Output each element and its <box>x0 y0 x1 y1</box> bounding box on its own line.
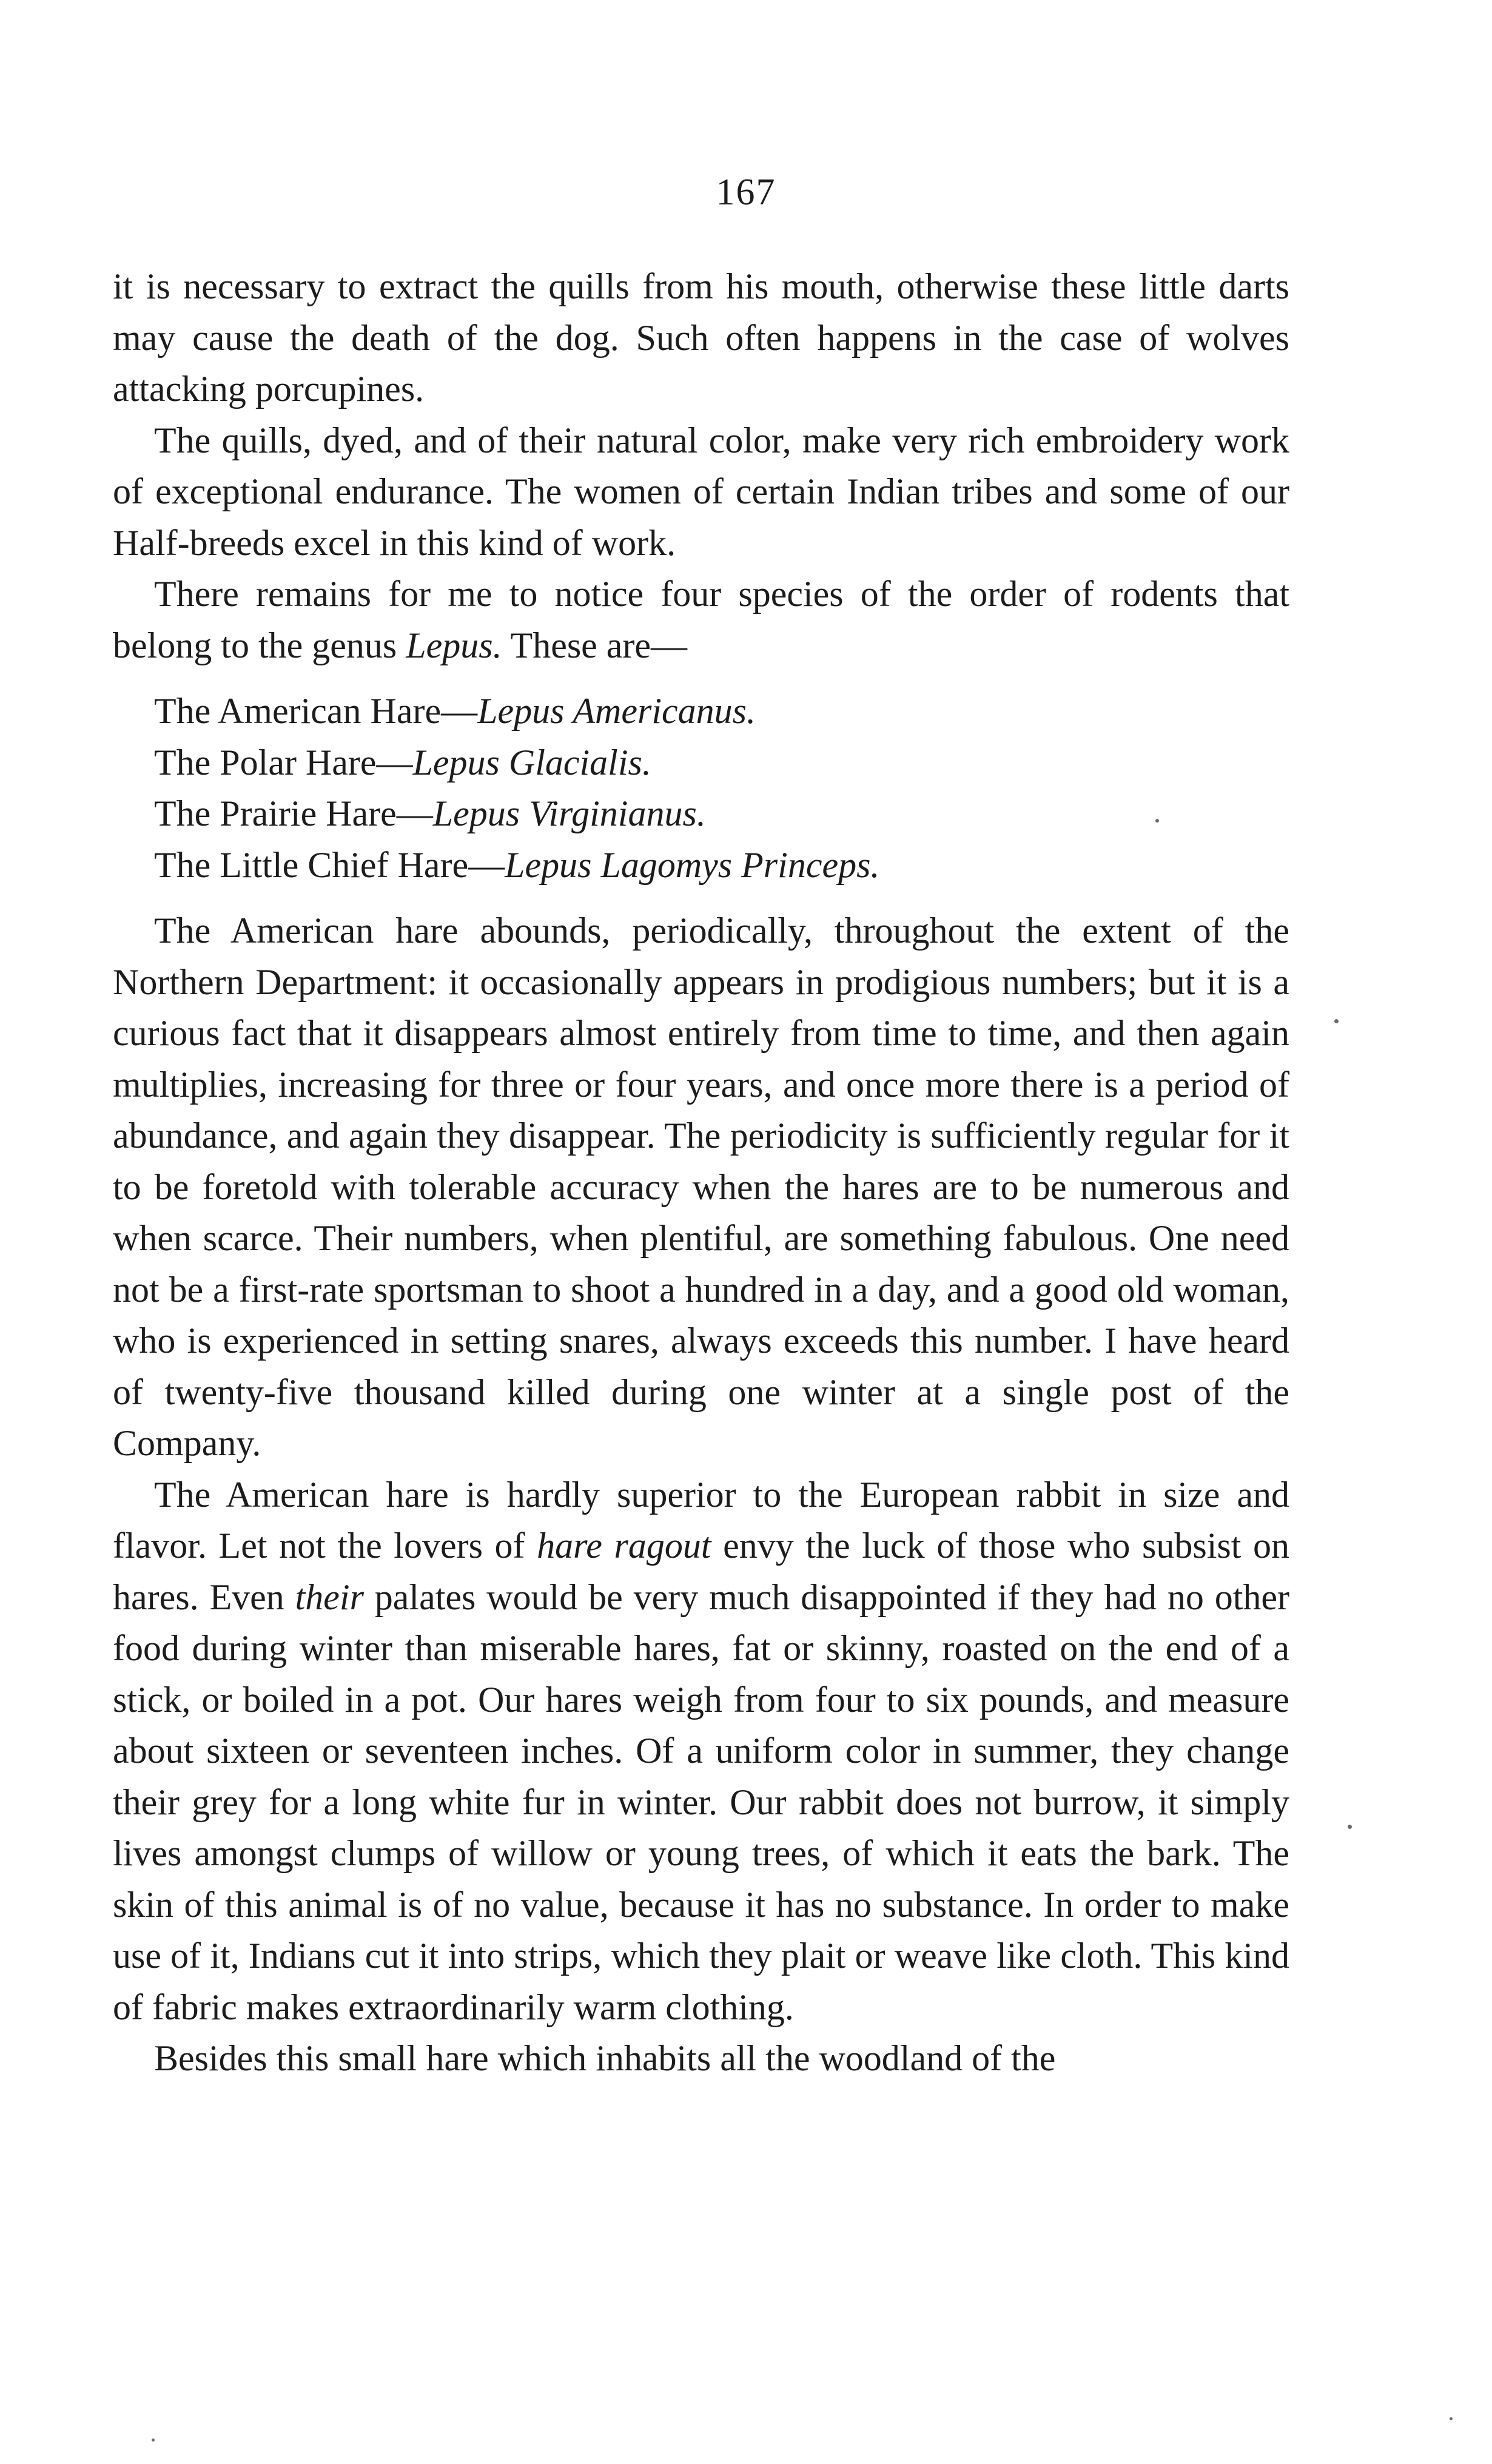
genus-name: Lepus. <box>406 625 502 665</box>
genus-intro-tail: These are— <box>502 625 688 665</box>
scan-speck <box>152 2439 155 2442</box>
page-number: 167 <box>716 172 776 213</box>
text-run: The American hare is hardly superior to the European rabbit in size and flavor. Let not the lovers of <box>113 1474 1289 1566</box>
species-item <box>154 788 1289 840</box>
species-latin-name: Lepus Americanus. <box>477 691 756 731</box>
scan-speck <box>1450 2417 1453 2420</box>
text-run: palates would be very much disappointed if they had no other food during winter than miserable hares, fat or skinny, roasted on the end of a stick, or boiled in a pot. Our hares weigh from four to six pounds, and measure about sixteen or seventeen inches. Of a uniform color in summer, they change their grey for a long white fur in winter. Our rabbit does not burrow, it simply lives amongst clumps of willow or young trees, of which it eats the bark. The skin of this animal is of no value, because it has no substance. In order to make use of it, Indians cut it into strips, which they plait or weave like cloth. This kind of fabric makes extraordinarily warm clothing. <box>113 1577 1290 2027</box>
species-latin-name: Lepus Virginianus. <box>432 793 706 833</box>
paragraph-quills-extraction: it is necessary to extract the quills from his mouth, otherwise these little darts may cause the death of the dog. Such often happens in the case of wolves attacking porcupines. <box>113 266 1289 409</box>
species-latin-name: Lepus Glacialis. <box>412 742 651 783</box>
emphasized-text: their <box>295 1577 364 1617</box>
species-item <box>154 840 1289 891</box>
species-common-name: The American Hare— <box>154 691 478 731</box>
scan-speck <box>1348 1825 1352 1829</box>
paragraph-american-hare-abundance: The American hare abounds, periodically, throughout the extent of the Northern Department: it occasionally appears in prodigious numbers; but it is a curious fact that it disappears almost entirely from time to time, and then again multiplies, increasing for three or four years, and once more there is a period of abundance, and again they disappear. The periodicity is sufficiently regular for it to be foretold with tolerable accuracy when the hares are to be numerous and when scarce. Their numbers, when plentiful, are something fabulous. One need not be a first-rate sportsman to shoot a hundred in a day, and a good old woman, who is experienced in setting snares, always exceeds this number. I have heard of twenty-five thousand killed during one winter at a single post of the Company. <box>113 911 1289 1463</box>
emphasized-text: hare ragout <box>537 1526 711 1566</box>
species-common-name: The Prairie Hare— <box>154 793 433 833</box>
text-run: envy the luck of those who subsist on hares. Even <box>113 1526 1289 1617</box>
species-common-name: The Polar Hare— <box>154 742 413 783</box>
scan-speck <box>1334 1019 1339 1023</box>
species-latin-name: Lepus Lagomys Princeps. <box>505 844 880 885</box>
page-body <box>113 261 1289 2084</box>
species-item <box>154 685 1289 737</box>
paragraph-besides-small-hare: Besides this small hare which inhabits all the woodland of the <box>154 2038 1056 2078</box>
paragraph-genus-lepus <box>113 568 1289 671</box>
species-list <box>154 685 1289 890</box>
paragraph-american-hare-size <box>113 1469 1289 2033</box>
genus-intro-text: There remains for me to notice four species of the order of rodents that belong to the genus <box>113 574 1289 665</box>
species-common-name: The Little Chief Hare— <box>154 844 505 885</box>
scan-speck <box>1155 819 1159 823</box>
species-item <box>154 737 1289 789</box>
paragraph-quills-embroidery: The quills, dyed, and of their natural color, make very rich embroidery work of exceptional endurance. The women of certain Indian tribes and some of our Half-breeds excel in this kind of work. <box>113 420 1289 563</box>
